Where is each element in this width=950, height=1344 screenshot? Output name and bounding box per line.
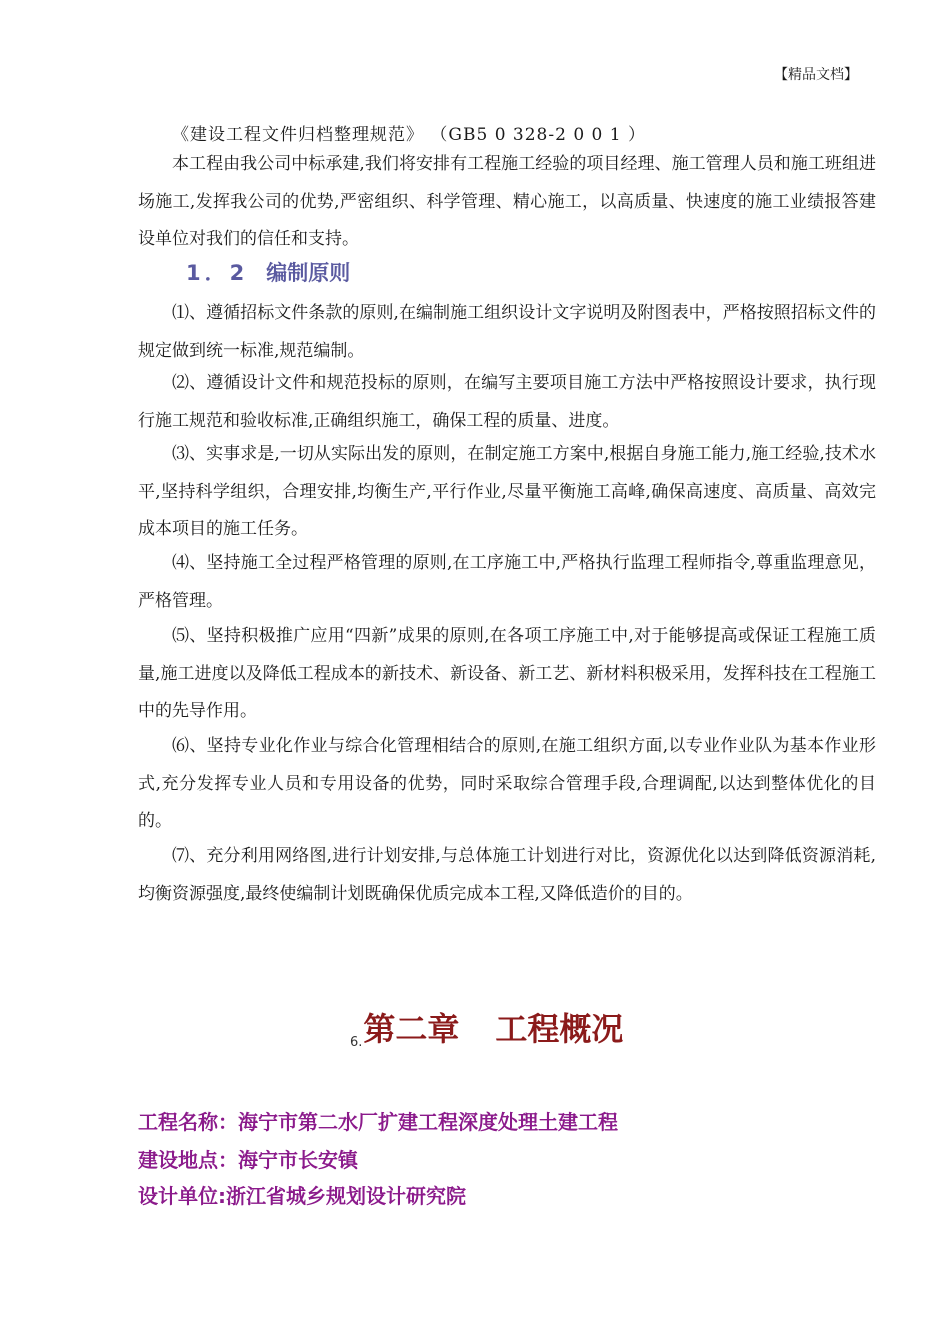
section-heading: [186, 257, 350, 287]
chapter-heading: [350, 1004, 623, 1050]
principle-4: ⑷、坚持施工全过程严格管理的原则,在工序施工中,严格执行监理工程师指令,尊重监理意见，严格管理。: [138, 553, 876, 611]
principle-5: ⑸、坚持积极推广应用“四新”成果的原则,在各项工序施工中,对于能够提高或保证工程施工质量,施工进度以及降低工程成本的新技术、新设备、新工艺、新材料积极采用，发挥科技在工程施工中的先导作用。: [138, 626, 876, 721]
principle-3: ⑶、实事求是,一切从实际出发的原则，在制定施工方案中,根据自身施工能力,施工经验,技术水平,坚持科学组织，合理安排,均衡生产,平行作业,尽量平衡施工高峰,确保高速度、高质量、高效完成本项目的施工任务。: [138, 444, 876, 539]
project-name: 工程名称：海宁市第二水厂扩建工程深度处理土建工程: [138, 1110, 618, 1134]
principle-2: ⑵、遵循设计文件和规范投标的原则，在编写主要项目施工方法中严格按照设计要求，执行现行施工规范和验收标准,正确组织施工，确保工程的质量、进度。: [138, 373, 876, 431]
principle-6: ⑹、坚持专业化作业与综合化管理相结合的原则,在施工组织方面,以专业作业队为基本作业形式,充分发挥专业人员和专用设备的优势，同时采取综合管理手段,合理调配,以达到整体优化的目的。: [138, 736, 876, 831]
header-tag: 【精品文档】: [774, 67, 858, 83]
intro-paragraph: 本工程由我公司中标承建,我们将安排有工程施工经验的项目经理、施工管理人员和施工班组进场施工,发挥我公司的优势,严密组织、科学管理、精心施工，以高质量、快速度的施工业绩报答建设单位对我们的信任和支持。: [138, 154, 876, 249]
design-unit: 设计单位:浙江省城乡规划设计研究院: [138, 1184, 466, 1208]
chapter-title: 工程概况: [495, 1010, 624, 1048]
standard-reference: 《建设工程文件归档整理规范》 （GB5 0 328-2 0 0 1 ）: [172, 125, 646, 145]
section-title: 编制原则: [266, 261, 351, 285]
principle-1: ⑴、遵循招标文件条款的原则,在编制施工组织设计文字说明及附图表中，严格按照招标文件的规定做到统一标准,规范编制。: [138, 303, 876, 361]
project-location: 建设地点：海宁市长安镇: [138, 1148, 358, 1172]
chapter-number: 第二章: [363, 1010, 460, 1048]
principle-7: ⑺、充分利用网络图,进行计划安排,与总体施工计划进行对比，资源优化以达到降低资源消耗,均衡资源强度,最终使编制计划既确保优质完成本工程,又降低造价的目的。: [138, 846, 876, 904]
chapter-mark: 6.: [350, 1035, 363, 1050]
section-number: 1．2: [186, 261, 249, 285]
